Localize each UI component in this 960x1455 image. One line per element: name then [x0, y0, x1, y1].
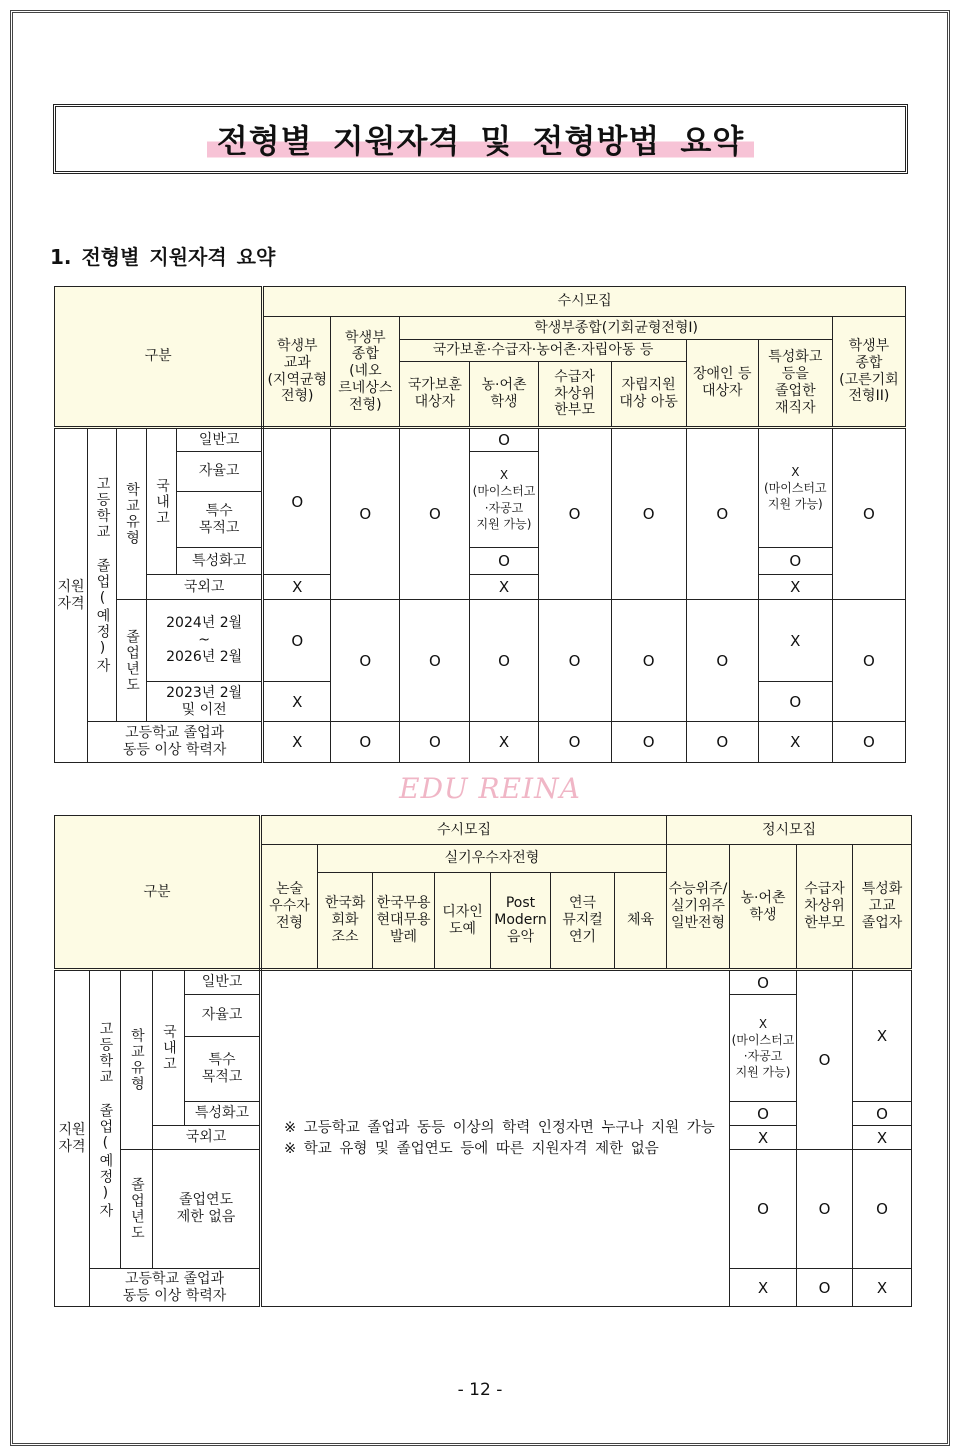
table-cell: X [758, 575, 832, 600]
row-label-special: 특수 목적고 [185, 1037, 261, 1102]
table-cell: O [331, 428, 400, 600]
row-label-domestic: 국내고 [153, 970, 185, 1126]
row-label-vocational: 특성화고 [177, 548, 263, 575]
row-label-year-recent: 2024년 2월 ~ 2026년 2월 [147, 600, 263, 682]
row-label-domestic: 국내고 [147, 428, 177, 575]
table-cell: O [538, 428, 611, 600]
table-cell: O [730, 970, 797, 995]
table-cell: X [730, 1126, 797, 1150]
row-label-grad: 고등학교 졸업(예정)자 [90, 970, 121, 1269]
header-col: 체육 [615, 873, 667, 970]
row-label-jiwon: 지원자격 [55, 428, 88, 763]
table-cell: O [686, 428, 758, 600]
table-cell: X [263, 722, 331, 763]
row-label-gradyear: 졸업년도 [117, 600, 147, 722]
watermark: EDU REINA [399, 772, 581, 805]
row-label-schooltype: 학교유형 [121, 970, 153, 1150]
table-cell: X (마이스터고 ·자공고 지원 가능) [470, 452, 538, 548]
table-cell: O [400, 600, 470, 722]
page-title: 전형별 지원자격 및 전형방법 요약 [207, 116, 754, 162]
header-col: 학생부 종합 (네오 르네상스 전형) [331, 317, 400, 428]
table-cell: X [263, 682, 331, 722]
table-cell: O [730, 1150, 797, 1269]
table-cell: O [797, 1269, 853, 1307]
row-label-vocational: 특성화고 [185, 1102, 261, 1126]
row-label-autonomous: 자율고 [185, 995, 261, 1037]
table-cell: O [470, 428, 538, 452]
row-label-autonomous: 자율고 [177, 452, 263, 492]
table-cell: O [832, 428, 905, 600]
header-col: 연극 뮤지컬 연기 [551, 873, 615, 970]
header-col: Post Modern 음악 [491, 873, 551, 970]
header-col: 자립지원 대상 아동 [611, 362, 686, 428]
row-label-grad: 고등학교 졸업(예정)자 [88, 428, 117, 722]
table-cell: O [797, 970, 853, 1150]
header-col: 농·어촌 학생 [470, 362, 538, 428]
row-label-general: 일반고 [185, 970, 261, 995]
header-susi: 수시모집 [261, 816, 667, 845]
row-label-noyear: 졸업연도 제한 없음 [153, 1150, 261, 1269]
header-col: 수급자 차상위 한부모 [538, 362, 611, 428]
table-cell: O [400, 428, 470, 600]
header-silgi: 실기우수자전형 [318, 845, 667, 873]
header-col: 한국무용 현대무용 발레 [373, 873, 435, 970]
header-balance: 학생부종합(기회균형전형I) [400, 317, 832, 340]
table-cell: O [832, 600, 905, 722]
header-col: 국가보훈 대상자 [400, 362, 470, 428]
header-col: 학생부 교과 (지역균형 전형) [263, 317, 331, 428]
table-cell: O [832, 722, 905, 763]
header-gubun: 구분 [55, 287, 263, 428]
table-cell: O [611, 600, 686, 722]
page-number: - 12 - [457, 1380, 503, 1400]
row-label-year-old: 2023년 2월 및 이전 [147, 682, 263, 722]
table-cell: O [263, 600, 331, 682]
eligibility-table-1 [54, 286, 906, 763]
header-jeongsi: 정시모집 [667, 816, 912, 845]
table-cell: O [331, 600, 400, 722]
table-cell: O [331, 722, 400, 763]
table-cell: X [730, 1269, 797, 1307]
header-col: 특성화고 등을 졸업한 재직자 [758, 340, 832, 428]
table-cell: O [853, 1150, 912, 1269]
eligibility-note: ※ 고등학교 졸업과 동등 이상의 학력 인정자면 누구나 지원 가능 ※ 학교 유형 및 졸업연도 등에 따른 지원자격 제한 없음 [261, 970, 730, 1307]
table-cell: O [400, 722, 470, 763]
header-col: 디자인 도예 [435, 873, 491, 970]
table-cell: O [758, 548, 832, 575]
header-col: 수능위주/ 실기위주 일반전형 [667, 845, 730, 970]
row-label-special: 특수 목적고 [177, 492, 263, 548]
header-col: 한국화 회화 조소 [318, 873, 373, 970]
header-col: 학생부 종합 (고른기회 전형II) [832, 317, 905, 428]
header-col: 농·어촌 학생 [730, 845, 797, 970]
table-cell: X [263, 575, 331, 600]
table-cell: X [470, 722, 538, 763]
table-cell: X [853, 970, 912, 1102]
table-cell: O [611, 722, 686, 763]
row-label-gradyear: 졸업년도 [121, 1150, 153, 1269]
header-col: 수급자 차상위 한부모 [797, 845, 853, 970]
section-heading: 1. 전형별 지원자격 요약 [50, 245, 276, 269]
title-box [53, 104, 908, 174]
table-cell: X [853, 1126, 912, 1150]
table-cell: O [686, 600, 758, 722]
table-cell: O [730, 1102, 797, 1126]
header-col: 장애인 등 대상자 [686, 340, 758, 428]
table-cell: O [470, 600, 538, 722]
row-label-equiv: 고등학교 졸업과 동등 이상 학력자 [90, 1269, 261, 1307]
table-cell: X [853, 1269, 912, 1307]
row-label-schooltype: 학교유형 [117, 428, 147, 600]
header-col: 특성화 고교 졸업자 [853, 845, 912, 970]
row-label-foreign: 국외고 [147, 575, 263, 600]
table-cell: O [538, 722, 611, 763]
row-label-jiwon: 지원자격 [55, 970, 90, 1307]
header-gubun: 구분 [55, 816, 261, 970]
header-col: 논술 우수자 전형 [261, 845, 318, 970]
table-cell: O [758, 682, 832, 722]
table-cell: O [797, 1150, 853, 1269]
table-cell: X [758, 600, 832, 682]
table-cell: X [758, 722, 832, 763]
table-cell: O [470, 548, 538, 575]
table-cell: O [263, 428, 331, 575]
table-cell: O [853, 1102, 912, 1126]
table-cell: O [611, 428, 686, 600]
header-susi: 수시모집 [263, 287, 906, 317]
header-bohun-group: 국가보훈·수급자·농어촌·자립아동 등 [400, 340, 686, 362]
table-cell: X (마이스터고 ·자공고 지원 가능) [730, 995, 797, 1102]
row-label-equiv: 고등학교 졸업과 동등 이상 학력자 [88, 722, 263, 763]
table-cell: X (마이스터고 지원 가능) [758, 428, 832, 548]
table-cell: O [538, 600, 611, 722]
eligibility-table-2 [54, 815, 912, 1307]
table-cell: X [470, 575, 538, 600]
row-label-general: 일반고 [177, 428, 263, 452]
table-cell: O [686, 722, 758, 763]
row-label-foreign: 국외고 [153, 1126, 261, 1150]
